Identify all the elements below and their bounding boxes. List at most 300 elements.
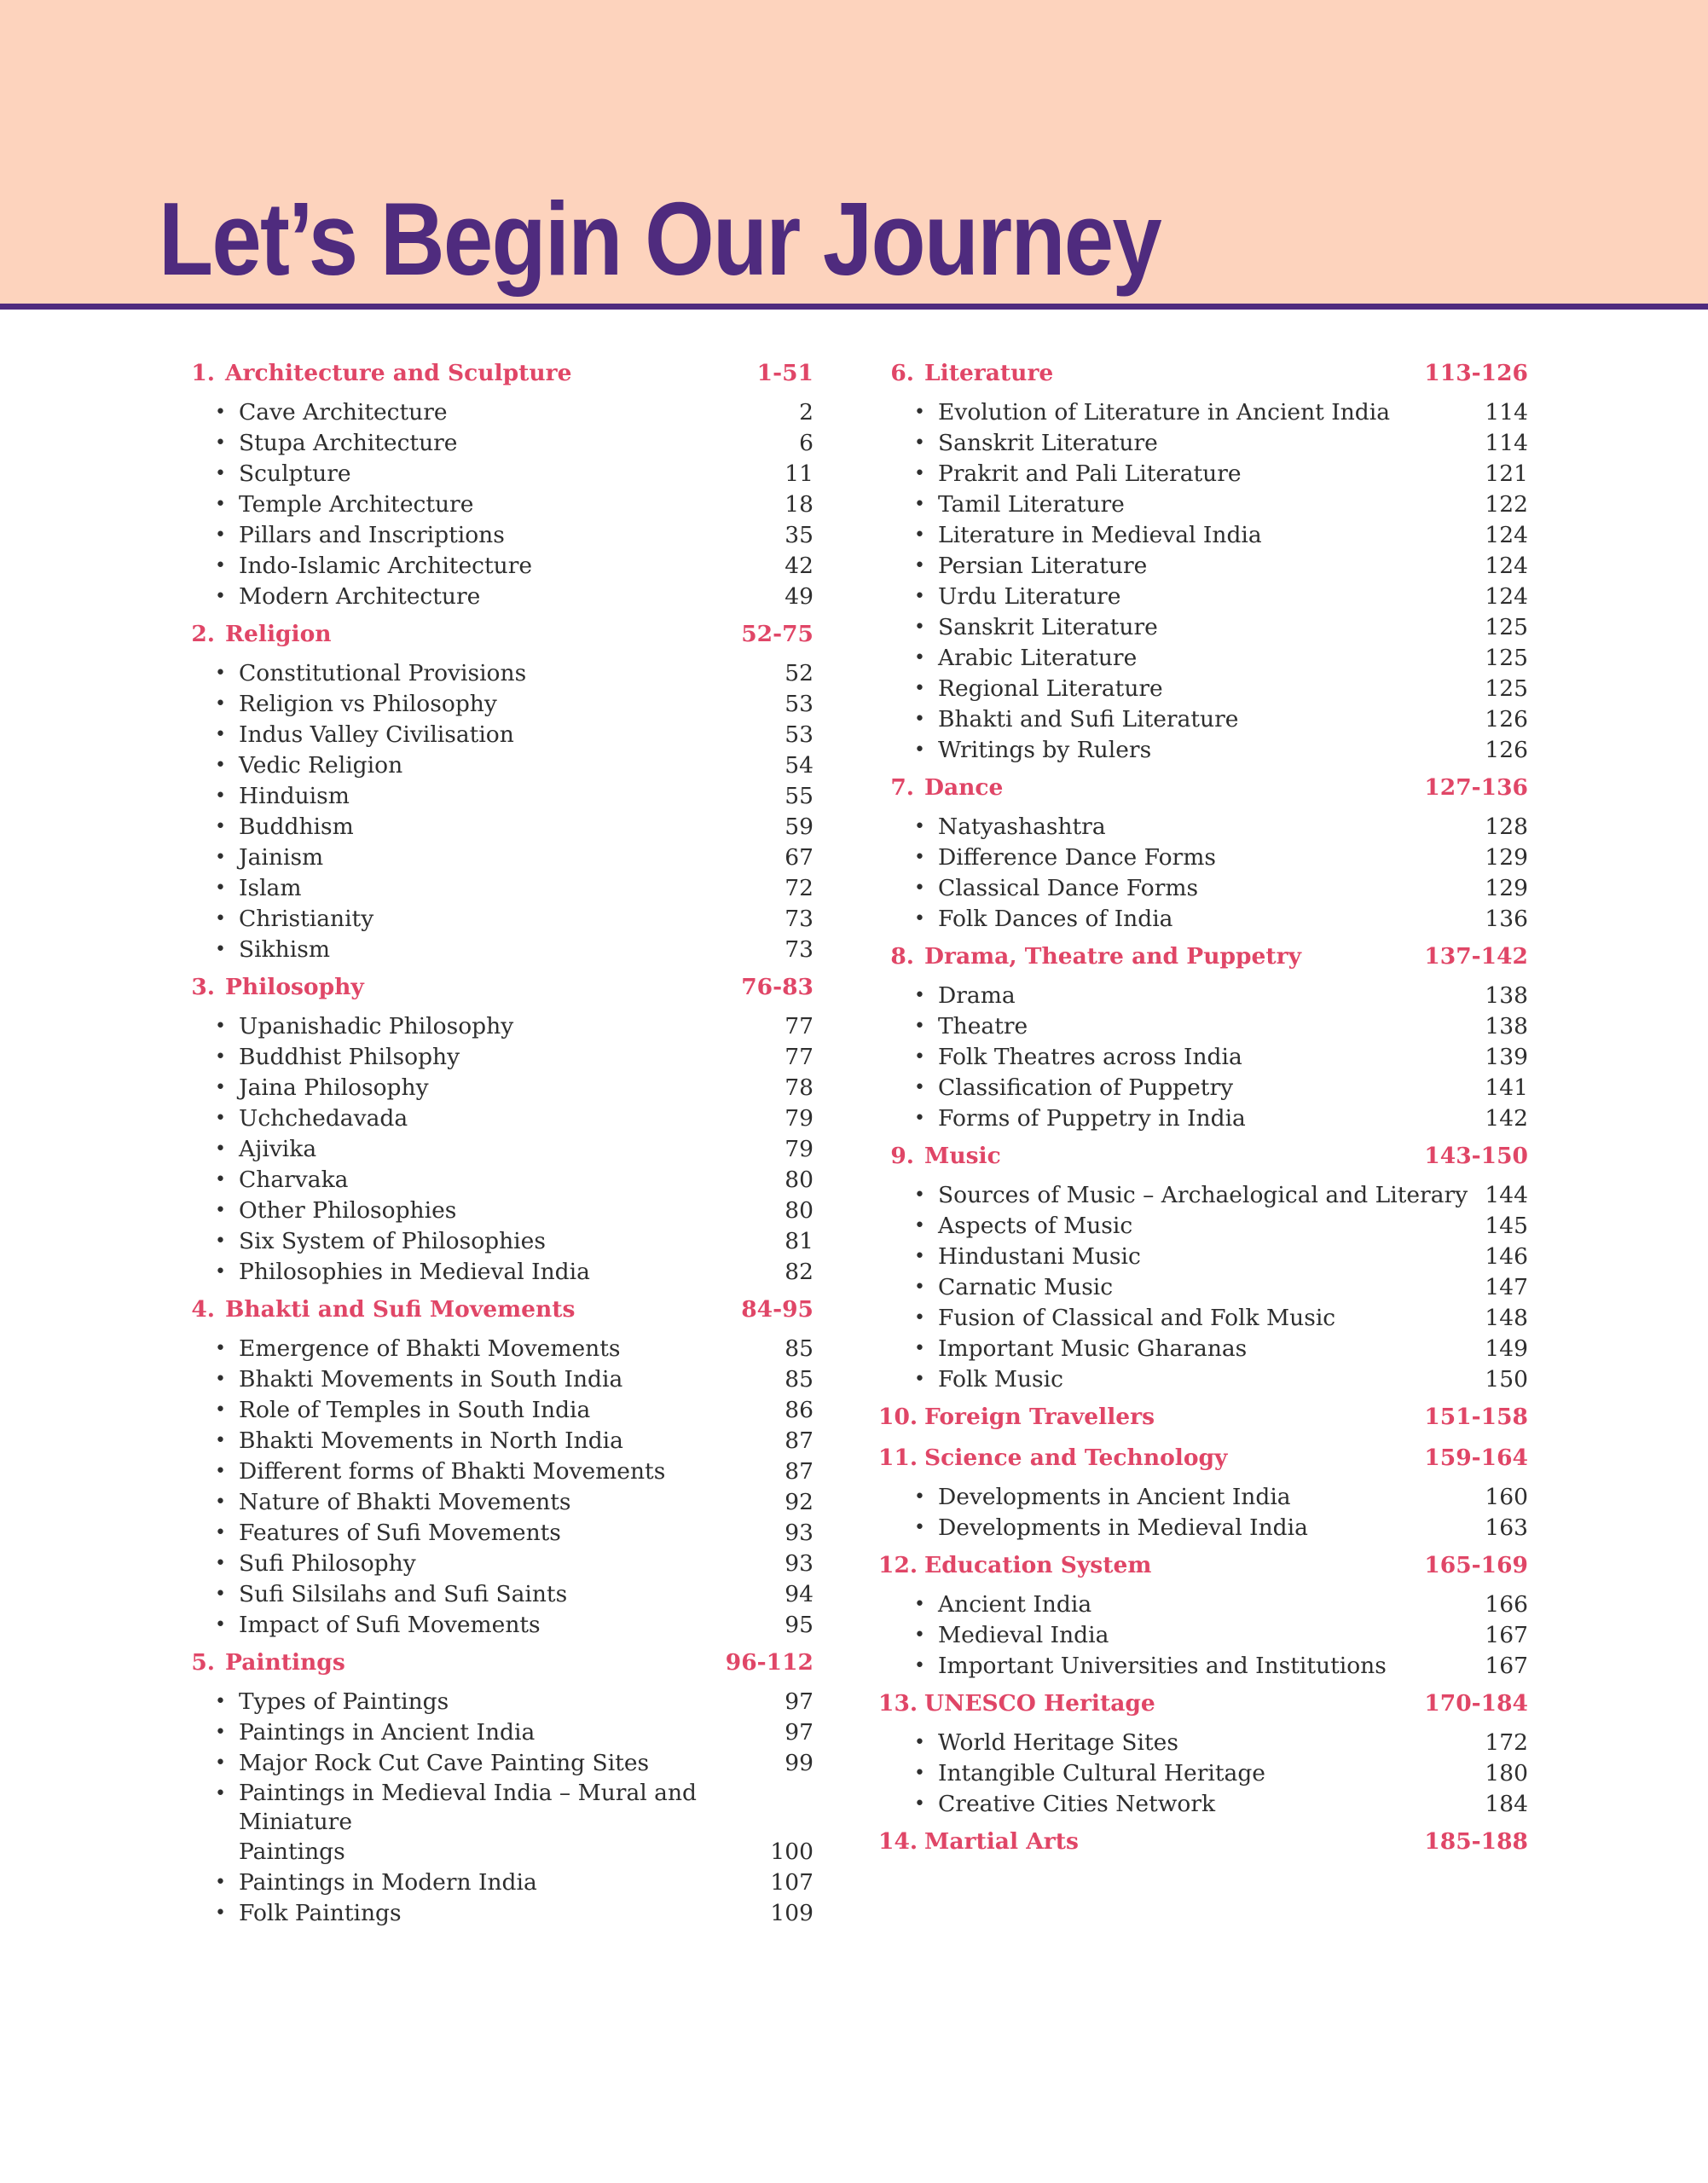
entry-page: 6 xyxy=(799,430,813,456)
toc-entry[interactable] xyxy=(878,1789,1528,1820)
toc-entry[interactable] xyxy=(179,843,813,873)
entry-label: • Hindustani Music xyxy=(938,1243,1141,1270)
entry-label: • Important Universities and Institutions xyxy=(938,1653,1387,1679)
entry-page: 144 xyxy=(1485,1182,1528,1208)
entry-page: 147 xyxy=(1485,1274,1528,1300)
toc-entry[interactable] xyxy=(179,935,813,965)
section-page-range: 143-150 xyxy=(1424,1143,1528,1169)
entry-page: 97 xyxy=(785,1688,813,1715)
header-banner xyxy=(0,0,1708,304)
toc-entry[interactable] xyxy=(878,735,1528,766)
entry-label: • Folk Dances of India xyxy=(938,906,1173,932)
entry-page: 109 xyxy=(770,1900,813,1926)
toc-entry[interactable] xyxy=(878,459,1528,489)
toc-entry[interactable] xyxy=(878,1482,1528,1513)
entry-page: 11 xyxy=(785,460,813,487)
section-heading[interactable] xyxy=(878,1404,1528,1436)
entry-label: • Indo-Islamic Architecture xyxy=(239,553,533,579)
entry-label: • Persian Literature xyxy=(938,553,1148,579)
entry-label-continued: Paintings xyxy=(239,1838,345,1865)
section-page-range: 151-158 xyxy=(1424,1404,1528,1430)
entry-label: • Different forms of Bhakti Movements xyxy=(239,1458,666,1485)
section-heading[interactable] xyxy=(878,1143,1528,1175)
section-title-group xyxy=(878,1445,1227,1471)
toc-entry[interactable] xyxy=(878,612,1528,643)
entry-page: 172 xyxy=(1485,1729,1528,1756)
entry-page: 79 xyxy=(785,1136,813,1162)
entry-label: • Paintings in Medieval India – Mural and Miniature xyxy=(239,1780,698,1835)
toc-column-left xyxy=(179,360,813,1937)
section-title: Martial Arts xyxy=(924,1828,1079,1855)
section-title-group xyxy=(878,943,1301,970)
toc-entry[interactable] xyxy=(179,1134,813,1165)
toc-entry[interactable] xyxy=(179,1073,813,1103)
section-heading[interactable] xyxy=(878,1690,1528,1723)
toc-entry[interactable] xyxy=(179,873,813,904)
toc-entry[interactable] xyxy=(179,658,813,689)
section-heading[interactable] xyxy=(878,360,1528,392)
entry-label: • Developments in Ancient India xyxy=(938,1484,1291,1510)
toc-entry[interactable] xyxy=(878,1180,1528,1211)
toc-entry[interactable] xyxy=(878,1272,1528,1303)
entry-page: 184 xyxy=(1485,1791,1528,1817)
entry-page: 136 xyxy=(1485,906,1528,932)
toc-section xyxy=(878,1143,1528,1395)
toc-section xyxy=(878,1828,1528,1861)
toc-entry[interactable] xyxy=(179,428,813,459)
entry-label: • Ajivika xyxy=(239,1136,317,1162)
section-number: 8. xyxy=(890,943,914,970)
section-title: Religion xyxy=(225,621,332,647)
entry-label: • Sanskrit Literature xyxy=(938,614,1158,640)
entry-label: • Prakrit and Pali Literature xyxy=(938,460,1242,487)
toc-section xyxy=(179,621,813,965)
section-title: Dance xyxy=(924,774,1004,801)
section-number: 9. xyxy=(890,1143,914,1169)
toc-column-right xyxy=(878,360,1528,1869)
section-items xyxy=(878,1180,1528,1395)
entry-label: • Theatre xyxy=(938,1013,1028,1039)
section-items xyxy=(878,1482,1528,1543)
toc-entry[interactable] xyxy=(878,582,1528,612)
section-page-range: 185-188 xyxy=(1424,1828,1528,1855)
toc-entry[interactable] xyxy=(878,1211,1528,1242)
toc-entry[interactable] xyxy=(179,1226,813,1257)
entry-page: 124 xyxy=(1485,553,1528,579)
entry-page: 129 xyxy=(1485,844,1528,871)
entry-label: • Aspects of Music xyxy=(938,1213,1133,1239)
toc-entry[interactable] xyxy=(179,812,813,843)
section-items xyxy=(878,981,1528,1134)
entry-page: 107 xyxy=(770,1869,813,1896)
entry-label: • Sanskrit Literature xyxy=(938,430,1158,456)
entry-page: 125 xyxy=(1485,614,1528,640)
entry-label: • Constitutional Provisions xyxy=(239,660,527,686)
entry-page: 145 xyxy=(1485,1213,1528,1239)
entry-page: 142 xyxy=(1485,1105,1528,1132)
section-number: 3. xyxy=(191,974,215,1000)
entry-label: • Major Rock Cut Cave Painting Sites xyxy=(239,1750,650,1776)
entry-page: 59 xyxy=(785,814,813,840)
entry-label: • Uchchedavada xyxy=(239,1105,408,1132)
entry-page: 167 xyxy=(1485,1622,1528,1648)
entry-page: 95 xyxy=(785,1612,813,1638)
entry-page: 85 xyxy=(785,1366,813,1393)
entry-label: • World Heritage Sites xyxy=(938,1729,1178,1756)
toc-entry[interactable] xyxy=(878,1589,1528,1620)
section-number: 10. xyxy=(878,1404,918,1430)
entry-page: 55 xyxy=(785,783,813,809)
section-title-group xyxy=(878,1552,1151,1578)
section-number: 11. xyxy=(878,1445,918,1471)
toc-entry[interactable] xyxy=(878,397,1528,428)
toc-entry[interactable] xyxy=(878,1242,1528,1272)
section-heading[interactable] xyxy=(878,1828,1528,1861)
section-heading[interactable] xyxy=(878,1552,1528,1584)
entry-page: 146 xyxy=(1485,1243,1528,1270)
section-title: Bhakti and Sufi Movements xyxy=(225,1296,576,1323)
entry-page: 167 xyxy=(1485,1653,1528,1679)
toc-entry[interactable] xyxy=(878,1011,1528,1042)
toc-section xyxy=(179,974,813,1288)
entry-page: 122 xyxy=(1485,491,1528,518)
entry-page: 121 xyxy=(1485,460,1528,487)
entry-page: 93 xyxy=(785,1520,813,1546)
toc-entry[interactable] xyxy=(179,689,813,720)
entry-label: • Sufi Silsilahs and Sufi Saints xyxy=(239,1581,568,1607)
entry-label: • Creative Cities Network xyxy=(938,1791,1216,1817)
entry-page: 78 xyxy=(785,1074,813,1101)
toc-entry[interactable] xyxy=(179,1717,813,1748)
toc-entry[interactable] xyxy=(179,1456,813,1487)
section-page-range: 170-184 xyxy=(1424,1690,1528,1717)
toc-entry[interactable] xyxy=(878,1073,1528,1103)
entry-label: • Modern Architecture xyxy=(239,583,481,610)
entry-page: 128 xyxy=(1485,814,1528,840)
toc-section xyxy=(878,1404,1528,1436)
entry-label: • Ancient India xyxy=(938,1591,1092,1618)
entry-page: 94 xyxy=(785,1581,813,1607)
entry-page: 54 xyxy=(785,752,813,779)
toc-entry[interactable] xyxy=(179,1898,813,1929)
entry-label: • Literature in Medieval India xyxy=(938,522,1262,548)
entry-label: • Buddhism xyxy=(239,814,354,840)
section-page-range: 127-136 xyxy=(1424,774,1528,801)
entry-label: • Bhakti Movements in South India xyxy=(239,1366,623,1393)
section-title: Paintings xyxy=(225,1649,345,1676)
entry-page: 67 xyxy=(785,844,813,871)
section-items xyxy=(179,1687,813,1929)
section-number: 2. xyxy=(191,621,215,647)
toc-section xyxy=(179,1296,813,1641)
entry-label: • Carnatic Music xyxy=(938,1274,1114,1300)
entry-page: 49 xyxy=(785,583,813,610)
entry-label: • Christianity xyxy=(239,906,374,932)
section-heading[interactable] xyxy=(179,974,813,1006)
entry-label: • Intangible Cultural Heritage xyxy=(938,1760,1265,1786)
entry-label: • Six System of Philosophies xyxy=(239,1228,546,1254)
toc-section xyxy=(878,774,1528,935)
section-heading[interactable] xyxy=(179,1296,813,1329)
toc-entry[interactable] xyxy=(878,520,1528,551)
toc-section xyxy=(878,943,1528,1134)
toc-entry[interactable] xyxy=(179,1518,813,1549)
entry-label: • Charvaka xyxy=(239,1167,349,1193)
section-page-range: 165-169 xyxy=(1424,1552,1528,1578)
entry-label: • Writings by Rulers xyxy=(938,737,1152,763)
entry-page: 125 xyxy=(1485,645,1528,671)
section-heading[interactable] xyxy=(179,621,813,653)
entry-label: • Developments in Medieval India xyxy=(938,1514,1308,1541)
section-title: Literature xyxy=(924,360,1054,386)
toc-entry[interactable] xyxy=(179,1426,813,1456)
toc-entry[interactable] xyxy=(179,1103,813,1134)
toc-entry[interactable] xyxy=(179,904,813,935)
entry-label: • Classical Dance Forms xyxy=(938,875,1199,901)
section-number: 4. xyxy=(191,1296,215,1323)
entry-page: 99 xyxy=(785,1750,813,1776)
toc-entry[interactable] xyxy=(179,1867,813,1898)
toc-entry[interactable] xyxy=(878,1334,1528,1364)
entry-page: 139 xyxy=(1485,1044,1528,1070)
toc-entry[interactable] xyxy=(179,1042,813,1073)
entry-label: • Folk Music xyxy=(938,1366,1063,1393)
toc-entry[interactable] xyxy=(878,1620,1528,1651)
entry-page: 80 xyxy=(785,1197,813,1224)
section-heading[interactable] xyxy=(179,1649,813,1682)
section-heading[interactable] xyxy=(179,360,813,392)
entry-page: 52 xyxy=(785,660,813,686)
entry-label: • Paintings in Modern India xyxy=(239,1869,537,1896)
entry-label: • Sufi Philosophy xyxy=(239,1550,416,1577)
toc-entry[interactable] xyxy=(878,1651,1528,1682)
section-title: Foreign Travellers xyxy=(924,1404,1155,1430)
entry-page: 86 xyxy=(785,1397,813,1423)
entry-label: • Important Music Gharanas xyxy=(938,1335,1248,1362)
section-title: Education System xyxy=(924,1552,1152,1578)
toc-entry[interactable] xyxy=(179,1487,813,1518)
toc-entry[interactable] xyxy=(179,520,813,551)
section-number: 5. xyxy=(191,1649,215,1676)
entry-label: • Islam xyxy=(239,875,302,901)
toc-entry[interactable] xyxy=(179,1196,813,1226)
toc-entry[interactable] xyxy=(179,1395,813,1426)
toc-entry[interactable] xyxy=(179,750,813,781)
entry-page: 35 xyxy=(785,522,813,548)
entry-label: • Nature of Bhakti Movements xyxy=(239,1489,571,1515)
section-title: Philosophy xyxy=(225,974,364,1000)
toc-entry[interactable] xyxy=(179,397,813,428)
entry-page: 79 xyxy=(785,1105,813,1132)
entry-page: 81 xyxy=(785,1228,813,1254)
entry-page: 18 xyxy=(785,491,813,518)
entry-label: • Philosophies in Medieval India xyxy=(239,1259,590,1285)
toc-entry[interactable] xyxy=(878,981,1528,1011)
toc-entry[interactable] xyxy=(179,1257,813,1288)
section-page-range: 76-83 xyxy=(741,974,813,1000)
toc-entry[interactable] xyxy=(179,1779,813,1867)
entry-label: • Cave Architecture xyxy=(239,399,448,426)
toc-section xyxy=(878,1445,1528,1543)
section-title-group xyxy=(179,974,364,1000)
toc-section xyxy=(878,360,1528,766)
entry-label: • Folk Theatres across India xyxy=(938,1044,1242,1070)
section-items xyxy=(179,397,813,612)
entry-label: • Sources of Music – Archaelogical and Literary xyxy=(938,1182,1468,1208)
section-items xyxy=(878,812,1528,935)
toc-entry[interactable] xyxy=(878,1103,1528,1134)
entry-label: • Emergence of Bhakti Movements xyxy=(239,1335,621,1362)
entry-page: 138 xyxy=(1485,982,1528,1009)
toc-entry[interactable] xyxy=(179,1579,813,1610)
toc-entry[interactable] xyxy=(179,1610,813,1641)
header-divider xyxy=(0,304,1708,310)
toc-entry[interactable] xyxy=(878,704,1528,735)
entry-label: • Natyashashtra xyxy=(938,814,1106,840)
entry-page: 53 xyxy=(785,721,813,748)
toc-entry[interactable] xyxy=(878,904,1528,935)
section-heading[interactable] xyxy=(878,943,1528,976)
section-title-group xyxy=(878,1404,1155,1430)
toc-entry[interactable] xyxy=(878,812,1528,843)
section-page-range: 159-164 xyxy=(1424,1445,1528,1471)
entry-page: 114 xyxy=(1485,430,1528,456)
entry-label: • Role of Temples in South India xyxy=(239,1397,591,1423)
toc-entry[interactable] xyxy=(179,1687,813,1717)
entry-label: • Features of Sufi Movements xyxy=(239,1520,561,1546)
entry-label: • Jaina Philosophy xyxy=(239,1074,429,1101)
section-title-group xyxy=(878,1690,1155,1717)
toc-entry[interactable] xyxy=(179,1364,813,1395)
toc-entry[interactable] xyxy=(878,489,1528,520)
entry-page: 97 xyxy=(785,1719,813,1746)
toc-entry[interactable] xyxy=(179,1549,813,1579)
entry-page: 148 xyxy=(1485,1305,1528,1331)
toc-entry[interactable] xyxy=(179,582,813,612)
toc-entry[interactable] xyxy=(878,428,1528,459)
entry-page: 124 xyxy=(1485,583,1528,610)
entry-label: • Hinduism xyxy=(239,783,350,809)
entry-label: • Fusion of Classical and Folk Music xyxy=(938,1305,1336,1331)
section-title-group xyxy=(878,1828,1079,1855)
entry-label: • Drama xyxy=(938,982,1016,1009)
toc-section xyxy=(878,1552,1528,1682)
entry-label: • Temple Architecture xyxy=(239,491,474,518)
entry-label: • Classification of Puppetry xyxy=(938,1074,1234,1101)
toc-entry[interactable] xyxy=(878,1513,1528,1543)
toc-entry[interactable] xyxy=(878,1364,1528,1395)
entry-page: 100 xyxy=(770,1838,813,1865)
section-page-range: 52-75 xyxy=(741,621,813,647)
section-page-range: 84-95 xyxy=(741,1296,813,1323)
entry-page: 125 xyxy=(1485,675,1528,702)
toc-entry[interactable] xyxy=(878,1303,1528,1334)
section-page-range: 96-112 xyxy=(725,1649,813,1676)
toc-entry[interactable] xyxy=(878,674,1528,704)
toc-entry[interactable] xyxy=(179,551,813,582)
entry-page: 87 xyxy=(785,1458,813,1485)
entry-label: • Paintings in Ancient India xyxy=(239,1719,536,1746)
entry-label: • Types of Paintings xyxy=(239,1688,449,1715)
section-title-group xyxy=(878,360,1053,386)
toc-entry[interactable] xyxy=(878,873,1528,904)
entry-label: • Other Philosophies xyxy=(239,1197,457,1224)
toc-entry[interactable] xyxy=(179,781,813,812)
section-title-group xyxy=(179,360,571,386)
entry-label: • Urdu Literature xyxy=(938,583,1121,610)
entry-page: 138 xyxy=(1485,1013,1528,1039)
section-title: Drama, Theatre and Puppetry xyxy=(924,943,1301,970)
section-title: Science and Technology xyxy=(924,1445,1228,1471)
section-heading[interactable] xyxy=(878,1445,1528,1477)
entry-label: • Tamil Literature xyxy=(938,491,1125,518)
entry-label: • Medieval India xyxy=(938,1622,1109,1648)
entry-page: 141 xyxy=(1485,1074,1528,1101)
toc-entry[interactable] xyxy=(179,1165,813,1196)
toc-entry[interactable] xyxy=(878,643,1528,674)
entry-page: 85 xyxy=(785,1335,813,1362)
page-title: Let’s Begin Our Journey xyxy=(159,181,1161,297)
entry-page: 166 xyxy=(1485,1591,1528,1618)
toc-entry[interactable] xyxy=(878,1728,1528,1758)
entry-label: • Folk Paintings xyxy=(239,1900,402,1926)
entry-page: 87 xyxy=(785,1427,813,1454)
toc-entry[interactable] xyxy=(179,489,813,520)
entry-page: 42 xyxy=(785,553,813,579)
section-page-range: 137-142 xyxy=(1424,943,1528,970)
entry-page: 150 xyxy=(1485,1366,1528,1393)
toc-entry[interactable] xyxy=(878,1042,1528,1073)
section-title: Music xyxy=(924,1143,1001,1169)
toc-entry[interactable] xyxy=(878,1758,1528,1789)
toc-entry[interactable] xyxy=(179,1748,813,1779)
section-title-group xyxy=(179,621,332,647)
section-title-group xyxy=(878,774,1003,801)
entry-page: 149 xyxy=(1485,1335,1528,1362)
section-title: UNESCO Heritage xyxy=(924,1690,1155,1717)
section-heading[interactable] xyxy=(878,774,1528,807)
entry-label: • Bhakti and Sufi Literature xyxy=(938,706,1239,732)
entry-page: 126 xyxy=(1485,706,1528,732)
toc-section xyxy=(179,1649,813,1929)
section-number: 6. xyxy=(890,360,914,386)
section-items xyxy=(179,1011,813,1288)
entry-page: 114 xyxy=(1485,399,1528,426)
entry-page: 180 xyxy=(1485,1760,1528,1786)
section-title-group xyxy=(878,1143,1001,1169)
entry-page: 80 xyxy=(785,1167,813,1193)
toc-entry[interactable] xyxy=(179,720,813,750)
toc-entry[interactable] xyxy=(179,1011,813,1042)
toc-entry[interactable] xyxy=(179,1334,813,1364)
entry-continuation-row xyxy=(213,1837,813,1867)
section-title-group xyxy=(179,1649,345,1676)
entry-page: 163 xyxy=(1485,1514,1528,1541)
entry-page: 77 xyxy=(785,1044,813,1070)
section-number: 1. xyxy=(191,360,215,386)
entry-page: 53 xyxy=(785,691,813,717)
toc-entry[interactable] xyxy=(179,459,813,489)
section-items xyxy=(179,1334,813,1641)
toc-entry[interactable] xyxy=(878,843,1528,873)
section-title: Architecture and Sculpture xyxy=(225,360,572,386)
toc-entry[interactable] xyxy=(878,551,1528,582)
entry-label: • Evolution of Literature in Ancient India xyxy=(938,399,1391,426)
section-number: 13. xyxy=(878,1690,918,1717)
entry-label: • Regional Literature xyxy=(938,675,1163,702)
entry-page: 124 xyxy=(1485,522,1528,548)
entry-label: • Religion vs Philosophy xyxy=(239,691,497,717)
